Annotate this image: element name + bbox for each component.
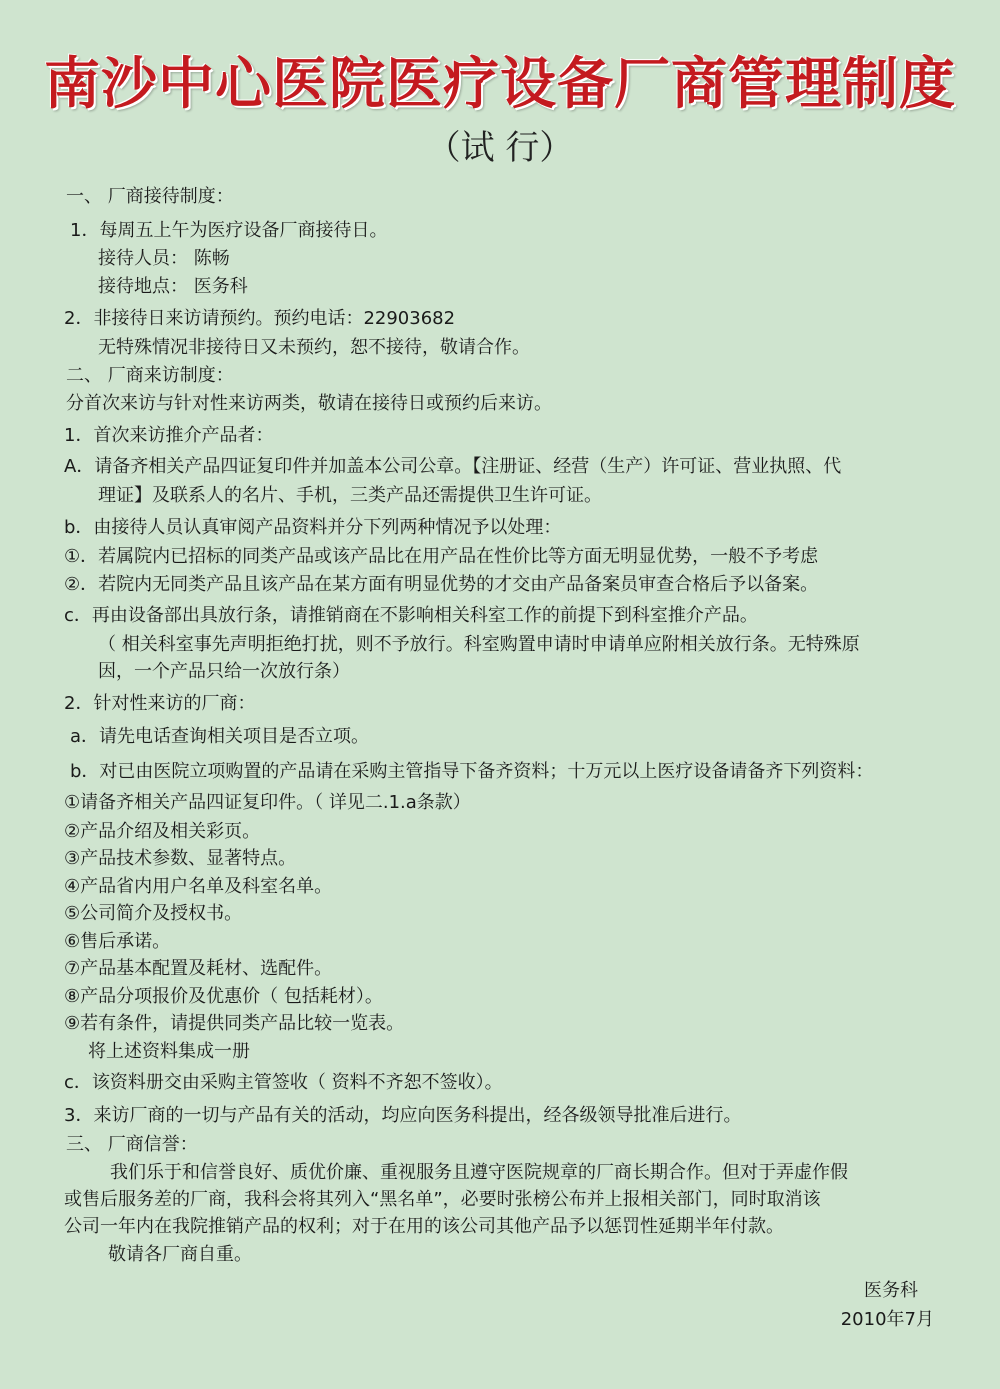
list-item: ②产品介绍及相关彩页。 — [64, 821, 261, 842]
text-line: 分首次来访与针对性来访两类，敬请在接待日或预约后来访。 — [66, 393, 552, 414]
page-subtitle: （试 行） — [426, 128, 574, 168]
text-line: ①．若属院内已招标的同类产品或该产品比在用产品在性价比等方面无明显优势，一般不予考虑 — [64, 546, 819, 567]
signature-department: 医务科 — [864, 1280, 918, 1301]
list-item: ⑨若有条件，请提供同类产品比较一览表。 — [64, 1013, 405, 1034]
text-line: 将上述资料集成一册 — [88, 1041, 250, 1062]
text-line: 2．非接待日来访请预约。预约电话：22903682 — [64, 308, 456, 329]
text-line: 3．来访厂商的一切与产品有关的活动，均应向医务科提出，经各级领导批准后进行。 — [64, 1105, 742, 1126]
section-heading: 一、 厂商接待制度： — [66, 186, 234, 207]
text-line: a．请先电话查询相关项目是否立项。 — [70, 726, 370, 747]
text-line: ②．若院内无同类产品且该产品在某方面有明显优势的才交由产品备案员审查合格后予以备案。 — [64, 574, 819, 595]
signature-date: 2010年7月 — [840, 1309, 934, 1330]
list-item: ③产品技术参数、显著特点。 — [64, 848, 297, 869]
text-line: 1．每周五上午为医疗设备厂商接待日。 — [70, 220, 388, 241]
list-item: ⑦产品基本配置及耗材、选配件。 — [64, 958, 333, 979]
list-item: ⑧产品分项报价及优惠价（ 包括耗材）。 — [64, 986, 383, 1007]
text-line: 我们乐于和信誉良好、质优价廉、重视服务且遵守医院规章的厂商长期合作。但对于弄虚作假 — [110, 1162, 848, 1183]
text-line: c．该资料册交由采购主管签收（ 资料不齐恕不签收）。 — [64, 1072, 503, 1093]
text-line: 公司一年内在我院推销产品的权利；对于在用的该公司其他产品予以惩罚性延期半年付款。 — [64, 1216, 784, 1237]
section-heading: 三、 厂商信誉： — [66, 1134, 198, 1155]
list-item: ⑥售后承诺。 — [64, 931, 171, 952]
list-item: ①请备齐相关产品四证复印件。（ 详见二.1.a条款） — [64, 792, 471, 813]
list-item: ④产品省内用户名单及科室名单。 — [64, 876, 333, 897]
text-line: 接待人员： 陈畅 — [98, 248, 230, 269]
page-title: 南沙中心医院医疗设备厂商管理制度 — [44, 51, 956, 117]
text-line: 因，一个产品只给一次放行条） — [98, 661, 350, 682]
text-line: 敬请各厂商自重。 — [108, 1244, 252, 1265]
text-line: b．由接待人员认真审阅产品资料并分下列两种情况予以处理： — [64, 517, 562, 538]
text-line: c．再由设备部出具放行条，请推销商在不影响相关科室工作的前提下到科室推介产品。 — [64, 605, 758, 626]
text-line: 或售后服务差的厂商，我科会将其列入“黑名单”，必要时张榜公布并上报相关部门，同时取消该 — [64, 1189, 821, 1210]
text-line: （ 相关科室事先声明拒绝打扰，则不予放行。科室购置申请时申请单应附相关放行条。无特殊原 — [98, 634, 860, 655]
text-line: 1．首次来访推介产品者： — [64, 425, 274, 446]
text-line: 2．针对性来访的厂商： — [64, 693, 256, 714]
text-line: 无特殊情况非接待日又未预约，恕不接待，敬请合作。 — [98, 337, 530, 358]
section-heading: 二、 厂商来访制度： — [66, 365, 234, 386]
text-line: b．对已由医院立项购置的产品请在采购主管指导下备齐资料；十万元以上医疗设备请备齐下列资料： — [70, 761, 874, 782]
text-line: 理证】及联系人的名片、手机，三类产品还需提供卫生许可证。 — [98, 485, 602, 506]
text-line: A．请备齐相关产品四证复印件并加盖本公司公章。【注册证、经营（生产）许可证、营业执照、代 — [64, 456, 842, 477]
text-line: 接待地点： 医务科 — [98, 276, 248, 297]
list-item: ⑤公司简介及授权书。 — [64, 903, 243, 924]
